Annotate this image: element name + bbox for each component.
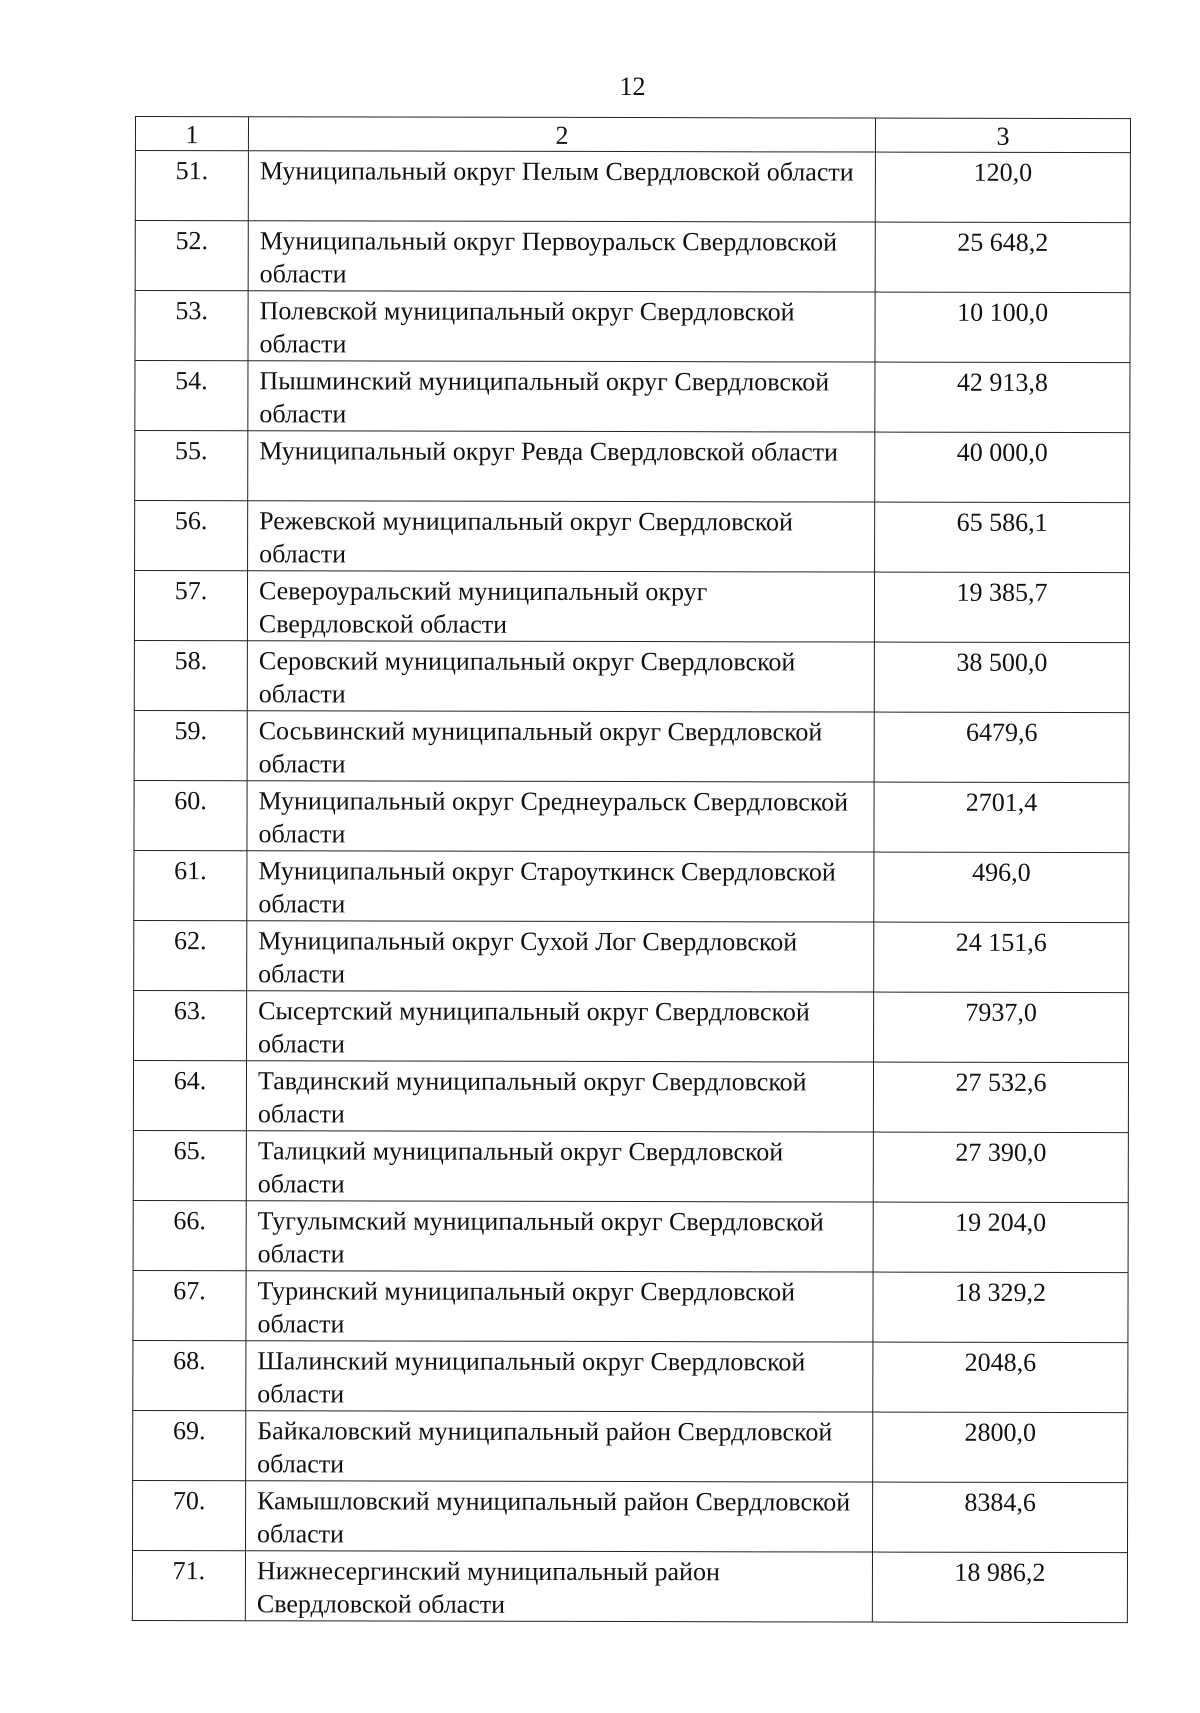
row-number-cell: 53. bbox=[135, 291, 248, 361]
table-row bbox=[134, 780, 1129, 852]
row-number-cell: 61. bbox=[134, 850, 247, 920]
municipality-name-cell: Тавдинский муниципальный округ Свердловской области bbox=[246, 1061, 873, 1132]
row-number-cell: 65. bbox=[133, 1130, 246, 1200]
amount-cell: 2048,6 bbox=[873, 1342, 1128, 1413]
row-number-cell: 56. bbox=[135, 501, 248, 571]
amount-cell: 25 648,2 bbox=[875, 222, 1130, 293]
allocation-table bbox=[132, 116, 1131, 1623]
amount-cell: 7937,0 bbox=[874, 992, 1129, 1063]
row-number-cell: 57. bbox=[134, 571, 247, 641]
table-row bbox=[134, 640, 1129, 712]
row-number-cell: 71. bbox=[132, 1550, 245, 1620]
row-number-cell: 59. bbox=[134, 710, 247, 780]
table-row bbox=[133, 1340, 1128, 1412]
amount-cell: 27 532,6 bbox=[873, 1062, 1128, 1133]
amount-cell: 10 100,0 bbox=[875, 292, 1130, 363]
table-row bbox=[134, 710, 1129, 782]
row-number-cell: 62. bbox=[134, 920, 247, 990]
table-row bbox=[133, 1060, 1128, 1132]
row-number-cell: 60. bbox=[134, 780, 247, 850]
municipality-name-cell: Талицкий муниципальный округ Свердловской области bbox=[246, 1131, 873, 1202]
municipality-name-cell: Камышловский муниципальный район Свердловской области bbox=[245, 1481, 872, 1552]
table-row bbox=[135, 151, 1130, 223]
amount-cell: 42 913,8 bbox=[875, 362, 1130, 433]
municipality-name-cell: Серовский муниципальный округ Свердловской области bbox=[247, 641, 874, 712]
amount-cell: 40 000,0 bbox=[875, 432, 1130, 503]
row-number-cell: 64. bbox=[133, 1060, 246, 1130]
municipality-name-cell: Муниципальный округ Пелым Свердловской области bbox=[248, 151, 875, 222]
amount-cell: 19 385,7 bbox=[874, 572, 1129, 643]
column-header-value: 3 bbox=[875, 118, 1130, 153]
row-number-cell: 67. bbox=[133, 1270, 246, 1340]
row-number-cell: 51. bbox=[135, 151, 248, 221]
page-number: 12 bbox=[619, 72, 646, 101]
municipality-name-cell: Шалинский муниципальный округ Свердловской области bbox=[246, 1341, 873, 1412]
amount-cell: 24 151,6 bbox=[874, 922, 1129, 993]
municipality-name-cell: Муниципальный округ Сухой Лог Свердловской области bbox=[247, 921, 874, 992]
table-row bbox=[134, 850, 1129, 922]
table-row bbox=[135, 361, 1130, 433]
amount-cell: 65 586,1 bbox=[875, 502, 1130, 573]
row-number-cell: 55. bbox=[135, 431, 248, 501]
municipality-name-cell: Североуральский муниципальный округ Свердловской области bbox=[247, 571, 874, 642]
table-row bbox=[134, 920, 1129, 992]
column-header-number: 1 bbox=[135, 117, 248, 151]
amount-cell: 18 986,2 bbox=[872, 1552, 1127, 1623]
row-number-cell: 52. bbox=[135, 221, 248, 291]
municipality-name-cell: Муниципальный округ Староуткинск Свердловской области bbox=[247, 851, 874, 922]
municipality-name-cell: Туринский муниципальный округ Свердловской области bbox=[246, 1271, 873, 1342]
amount-cell: 6479,6 bbox=[874, 712, 1129, 783]
row-number-cell: 58. bbox=[134, 640, 247, 710]
table-row bbox=[132, 1480, 1127, 1552]
municipality-name-cell: Полевской муниципальный округ Свердловской области bbox=[248, 291, 875, 362]
table-row bbox=[135, 291, 1130, 363]
municipality-name-cell: Нижнесергинский муниципальный район Свердловской области bbox=[245, 1551, 872, 1622]
amount-cell: 496,0 bbox=[874, 852, 1129, 923]
table-row bbox=[133, 1270, 1128, 1342]
amount-cell: 2800,0 bbox=[873, 1412, 1128, 1483]
row-number-cell: 69. bbox=[133, 1410, 246, 1480]
table-row bbox=[135, 431, 1130, 503]
amount-cell: 19 204,0 bbox=[873, 1202, 1128, 1273]
municipality-name-cell: Муниципальный округ Среднеуральск Свердловской области bbox=[247, 781, 874, 852]
amount-cell: 18 329,2 bbox=[873, 1272, 1128, 1343]
row-number-cell: 54. bbox=[135, 361, 248, 431]
amount-cell: 38 500,0 bbox=[874, 642, 1129, 713]
table-row bbox=[133, 1200, 1128, 1272]
municipality-name-cell: Байкаловский муниципальный район Свердловской области bbox=[246, 1411, 873, 1482]
table-row bbox=[133, 1130, 1128, 1202]
table-row bbox=[134, 990, 1129, 1062]
municipality-name-cell: Режевской муниципальный округ Свердловской области bbox=[248, 501, 875, 572]
municipality-name-cell: Сосьвинский муниципальный округ Свердловской области bbox=[247, 711, 874, 782]
row-number-cell: 66. bbox=[133, 1200, 246, 1270]
row-number-cell: 70. bbox=[132, 1480, 245, 1550]
table-row bbox=[135, 501, 1130, 573]
amount-cell: 27 390,0 bbox=[873, 1132, 1128, 1203]
row-number-cell: 63. bbox=[134, 990, 247, 1060]
amount-cell: 8384,6 bbox=[872, 1482, 1127, 1553]
table-header-row bbox=[135, 117, 1130, 153]
table-row bbox=[133, 1410, 1128, 1482]
municipality-name-cell: Сысертский муниципальный округ Свердловской области bbox=[247, 991, 874, 1062]
row-number-cell: 68. bbox=[133, 1340, 246, 1410]
municipality-name-cell: Муниципальный округ Ревда Свердловской области bbox=[248, 431, 875, 502]
amount-cell: 2701,4 bbox=[874, 782, 1129, 853]
table-row bbox=[135, 221, 1130, 293]
column-header-name: 2 bbox=[248, 117, 875, 152]
table-row bbox=[134, 571, 1129, 643]
municipality-name-cell: Тугулымский муниципальный округ Свердловской области bbox=[246, 1201, 873, 1272]
amount-cell: 120,0 bbox=[875, 152, 1130, 223]
table-row bbox=[132, 1550, 1127, 1622]
municipality-name-cell: Пышминский муниципальный округ Свердловской области bbox=[248, 361, 875, 432]
municipality-name-cell: Муниципальный округ Первоуральск Свердловской области bbox=[248, 221, 875, 292]
